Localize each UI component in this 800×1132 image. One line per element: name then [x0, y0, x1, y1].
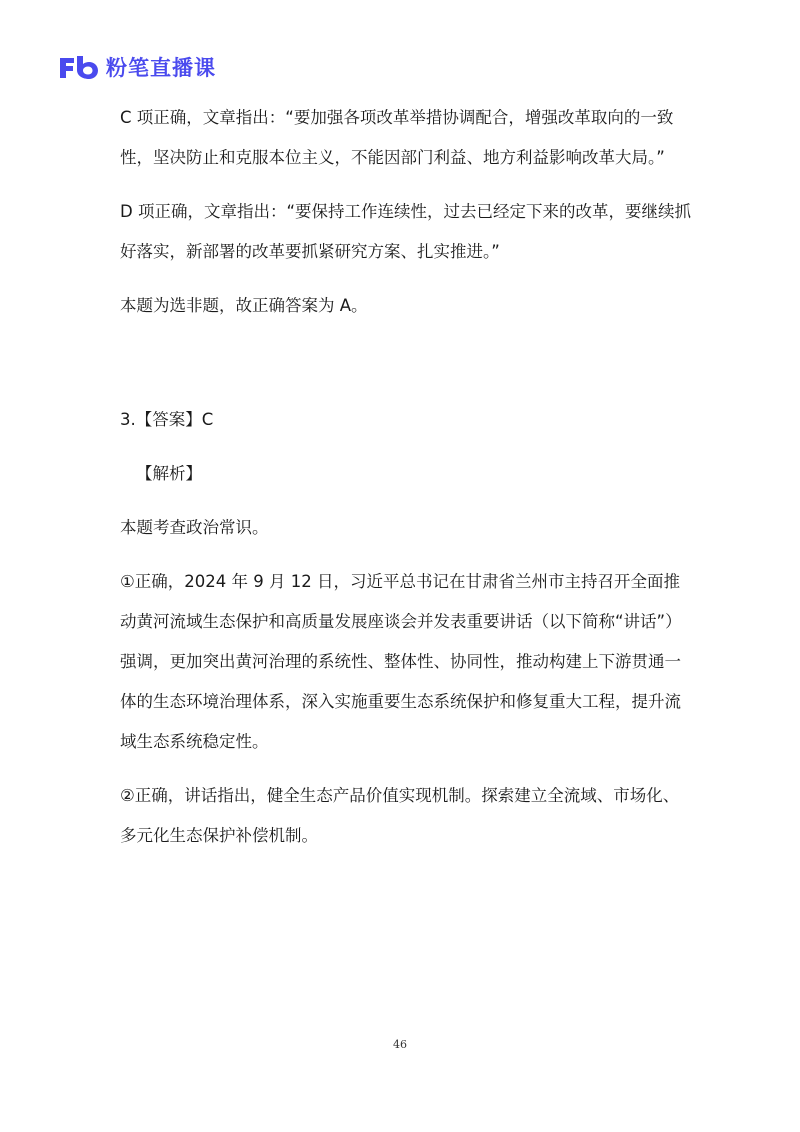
paragraph-option-d: D 项正确，文章指出：“要保持工作连续性，过去已经定下来的改革，要继续抓好落实，新部署的改革要抓紧研究方案、扎实推进。” — [120, 202, 691, 261]
brand-name: 粉笔直播课 — [106, 56, 216, 80]
paragraph-topic: 本题考查政治常识。 — [120, 518, 269, 537]
paragraph-option-c: C 项正确，文章指出：“要加强各项改革举措协调配合，增强改革取向的一致性，坚决防止和克服本位主义，不能因部门利益、地方利益影响改革大局。” — [120, 108, 674, 167]
page-number: 46 — [393, 1038, 407, 1051]
header — [58, 52, 216, 82]
paragraph-item-2: ②正确，讲话指出，健全生态产品价值实现机制。探索建立全流域、市场化、多元化生态保护补偿机制。 — [120, 786, 680, 845]
fb-logo-icon — [58, 54, 100, 80]
document-body — [120, 98, 692, 870]
paragraph-conclusion: 本题为选非题，故正确答案为 A。 — [120, 296, 368, 315]
paragraph-item-1: ①正确，2024 年 9 月 12 日，习近平总书记在甘肃省兰州市主持召开全面推动黄河流域生态保护和高质量发展座谈会并发表重要讲话（以下简称“讲话”）强调，更加突出黄河治理的系统性、整体性、协同性，推动构建上下游贯通一体的生态环境治理体系，深入实施重要生态系统保护和修复重大工程，提升流域生态系统稳定性。 — [120, 572, 682, 751]
analysis-heading: 【解析】 — [136, 464, 202, 483]
answer-heading: 3.【答案】C — [120, 410, 214, 429]
